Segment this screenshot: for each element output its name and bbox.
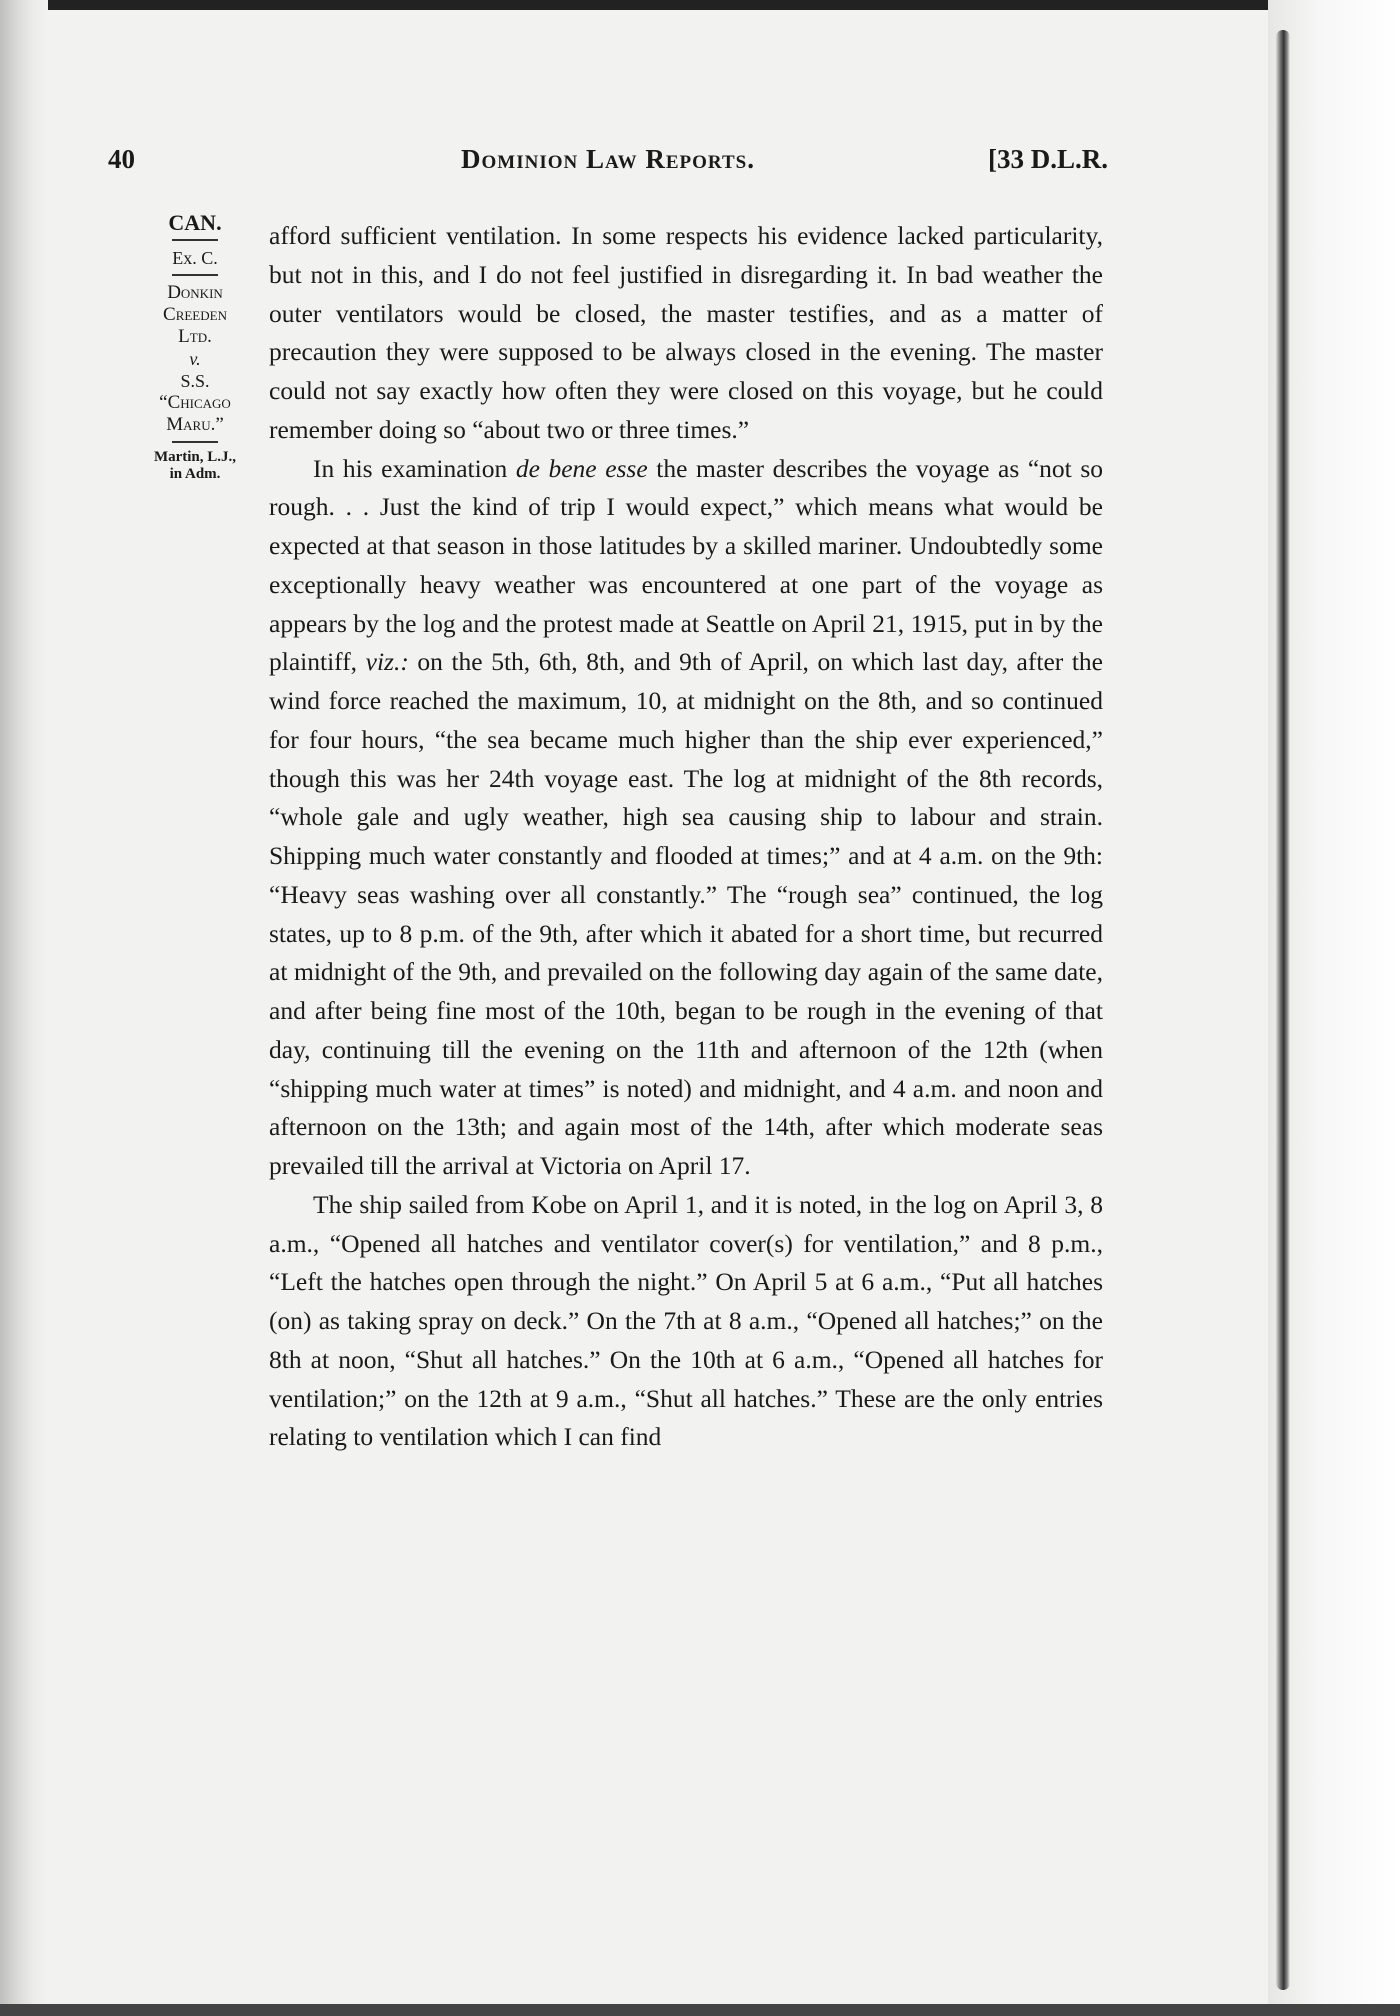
margin-versus: v. xyxy=(189,349,201,369)
paragraph-1: afford sufficient ventilation. In some respects his evidence lacked particularity, but not in this, and I do not feel justified in disregarding it. In bad weather the outer ventilators would be closed, the master testifies, and as a matter of precaution they were supposed to be always closed in the evening. The master could not say exactly how often they were closed on this voyage, but he could remember doing so “about two or three times.” xyxy=(269,221,1103,444)
volume-reference: [33 D.L.R. xyxy=(988,144,1108,174)
margin-judge-line-1: Martin, L.J., xyxy=(153,449,237,465)
latin-abbrev: viz.: xyxy=(365,647,409,677)
margin-ship-line-3: Maru.” xyxy=(166,414,224,435)
bottom-scan-edge xyxy=(0,2004,1400,2016)
margin-divider xyxy=(172,441,218,443)
journal-title: Dominion Law Reports. xyxy=(461,144,755,174)
margin-party-line-1: Donkin xyxy=(167,282,223,303)
margin-notes xyxy=(136,212,254,483)
right-page-gutter-shadow xyxy=(1276,30,1290,1990)
paragraph-2-part-b: the master describes the voyage as “not so rough. . . Just the kind of trip I would expect,” which means what would be expected at that season in those latitudes by a skilled mariner. Undoubtedly some exceptionally heavy weather was encountered at one part of the voyage as appears by the log and the protest made at Seattle on April 21, 1915, put in by the plaintiff, xyxy=(269,453,1103,677)
paragraph-2 xyxy=(269,450,1103,1186)
margin-divider xyxy=(172,274,218,276)
body-text xyxy=(269,217,1103,1457)
latin-term: de bene esse xyxy=(515,453,648,483)
page-number: 40 xyxy=(108,144,135,174)
margin-party-line-2: Creeden xyxy=(163,304,227,325)
margin-divider xyxy=(172,239,218,241)
running-head xyxy=(108,144,1108,184)
paragraph-2-part-c: on the 5th, 6th, 8th, and 9th of April, on which last day, after the wind force reached the maximum, 10, at midnight on the 8th, and so continued for four hours, “the sea became much higher than the ship ever experienced,” though this was her 24th voyage east. The log at midnight of the 8th records, “whole gale and ugly weather, high sea causing ship to labour and strain. Shipping much water constantly and flooded at times;” and at 4 a.m. on the 9th: “Heavy seas washing over all constantly.” The “rough sea” continued, the log states, up to 8 p.m. of the 9th, after which it abated for a short time, but recurred at midnight of the 9th, and prevailed on the following day again of the same date, and after being fine most of the 10th, began to be rough in the evening of that day, continuing till the evening on the 11th and afternoon of the 12th (when “shipping much water at times” is noted) and midnight, and 4 a.m. and noon and afternoon on the 13th; and again most of the 14th, after which moderate seas prevailed till the arrival at Victoria on April 17. xyxy=(269,647,1103,1180)
margin-ship-line-2: “Chicago xyxy=(159,392,231,413)
paragraph-3: The ship sailed from Kobe on April 1, and it is noted, in the log on April 3, 8 a.m., “Opened all hatches and ventilator cover(s) for ventilation,” and 8 p.m., “Left the hatches open through the night.” On April 5 at 6 a.m., “Put all hatches (on) as taking spray on deck.” On the 7th at 8 a.m., “Opened all hatches;” on the 8th at noon, “Shut all hatches.” On the 10th at 6 a.m., “Opened all hatches for ventilation;” on the 12th at 9 a.m., “Shut all hatches.” These are the only entries relating to ventilation which I can find xyxy=(269,1189,1103,1452)
paragraph-2-part-a: In his examination xyxy=(313,453,516,483)
margin-party-line-3: Ltd. xyxy=(178,326,212,347)
margin-court: Ex. C. xyxy=(172,248,218,268)
margin-judge-line-2: in Adm. xyxy=(169,466,221,482)
margin-jurisdiction: CAN. xyxy=(168,210,222,235)
left-binding-edge xyxy=(0,0,48,2016)
margin-ship-line-1: S.S. xyxy=(180,371,210,391)
top-scan-edge xyxy=(0,0,1400,10)
